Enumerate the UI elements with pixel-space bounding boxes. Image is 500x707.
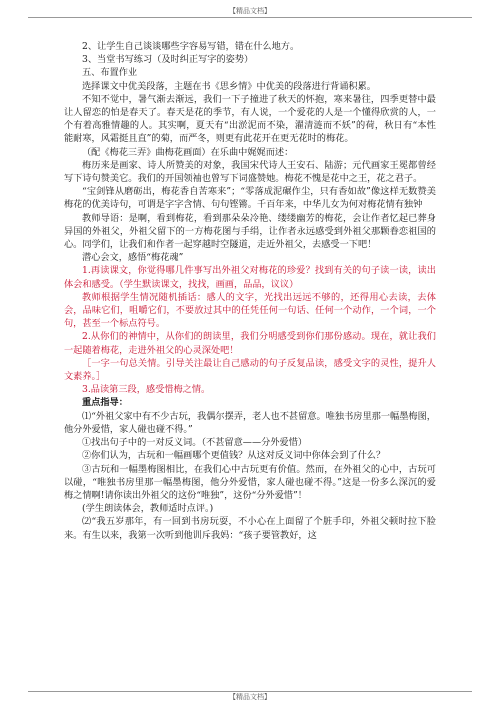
- paragraph: 教师根据学生情况随机插话：感人的文字，光找出远远不够的，还得用心去读，去体会，品味它们，咀嚼它们，不要放过其中的任凭任何一句话、任何一个动作，一个词，一个句，甚至一个标点符号。: [64, 291, 436, 330]
- paragraph: 梅历来是画家、诗人所赞美的对象，我国宋代诗人王安石、陆游；元代画家王冕都曾经写下诗句赞美它。我们的开国领袖也曾写下词盛赞她。梅花不愧是花中之王，花之君子。: [64, 159, 436, 185]
- page-header: 【精品文档】: [229, 7, 271, 15]
- paragraph: ②你们认为，古玩和一幅画哪个更值钱？从这对反义词中你体会到了什么？: [82, 450, 386, 462]
- paragraph: ③古玩和一幅墨梅图相比，在我们心中古玩更有价值。然而，在外祖父的心中，古玩可以碰，“唯独书房里那一幅墨梅图，他分外爱惜，家人碰也碰不得。”这是一份多么深沉的爱梅之情啊!请你读出外祖父的这份“唯独”，这份“分外爱惜”！: [64, 463, 436, 501]
- paragraph: 2.从你们的神情中，从你们的朗读里，我们分明感受到你们那份感动。现在，就让我们一起随着梅花，走进外祖父的心灵深处吧！: [64, 331, 436, 356]
- paragraph: ⑴“外祖父家中有不少古玩，我偶尔摆弄，老人也不甚留意。唯独书房里那一幅墨梅图，他分外爱惜，家人碰也碰不得。”: [64, 410, 436, 435]
- paragraph: 五、布置作业: [82, 67, 138, 79]
- paragraph: 教师导语：是啊，看到梅花，看到那朵朵冷艳、缕缕幽芳的梅花，会让作者忆起已葬身异国的外祖父，外祖父留下的一方梅花图与手绢，让作者永远感受到外祖父那颗眷恋祖国的心。同学们，让我们和作者一起穿越时空隧道，走近外祖父，去感受一下吧！: [64, 212, 436, 251]
- paragraph: ①找出句子中的一对反义词。（不甚留意——分外爱惜）: [82, 437, 308, 449]
- paragraph: 选择课文中优美段落，主题在书《思乡情》中优美的段落进行背诵积累。: [82, 80, 376, 92]
- paragraph: (学生朗读体会，教师适时点评。): [82, 503, 214, 515]
- paragraph: “宝剑锋从磨砺出，梅花香自苦寒来”；“零落成泥碾作尘，只有香如故”像这样无数赞美梅花的优美诗句，可谓是字字含情、句句铿锵。千百年来，中华儿女为何对梅花情有独钟: [64, 186, 436, 211]
- document-body: [64, 40, 436, 542]
- paragraph: 潜心会文，感悟“梅花魂”: [82, 252, 184, 264]
- paragraph: （配《梅花三弄》曲梅花画面）在乐曲中娓娓而述：: [82, 146, 294, 158]
- page-footer: 【精品文档】: [229, 693, 271, 701]
- paragraph: 3.品读第三段，感受惜梅之情。: [82, 384, 211, 396]
- header-rule: [28, 17, 472, 18]
- paragraph: 2、让学生自己谈谈哪些字容易写错，错在什么地方。: [82, 41, 300, 52]
- paragraph: 不知不觉中，暑气渐去渐远，我们一下子撞进了秋天的怀抱，寒来暑往，四季更替中最让人留恋的怕是春天了。春天是花的季节，有人说，一个爱花的人是一个懂得欣赏的人，一个有着高雅情趣的人。其实啊，夏天有“出淤泥而不染，濯清涟而不妖”的荷，秋日有“本性能耐寒，风霜挺且直”的菊，而严冬，则更有此花开在更无花时的梅花。: [64, 93, 436, 145]
- paragraph: ［一字一句总关情。引导关注最让自己感动的句子反复品读，感受文字的灵性，提升人文素养。］: [64, 357, 436, 383]
- paragraph: 3、当堂书写练习（及时纠正写字的姿势）: [82, 54, 254, 66]
- paragraph: ⑵“我五岁那年，有一回到书房玩耍，不小心在上面留了个脏手印，外祖父顿时拉下脸来。有生以来，我第一次听到他训斥我妈：“孩子要管教好，这: [64, 516, 436, 541]
- paragraph: 重点指导：: [82, 397, 128, 409]
- paragraph: 1.再读课文，你觉得哪几件事写出外祖父对梅花的珍爱？找到有关的句子读一读，读出体会和感受。（学生默读课文，找找，画画，品品，议议）: [64, 265, 436, 290]
